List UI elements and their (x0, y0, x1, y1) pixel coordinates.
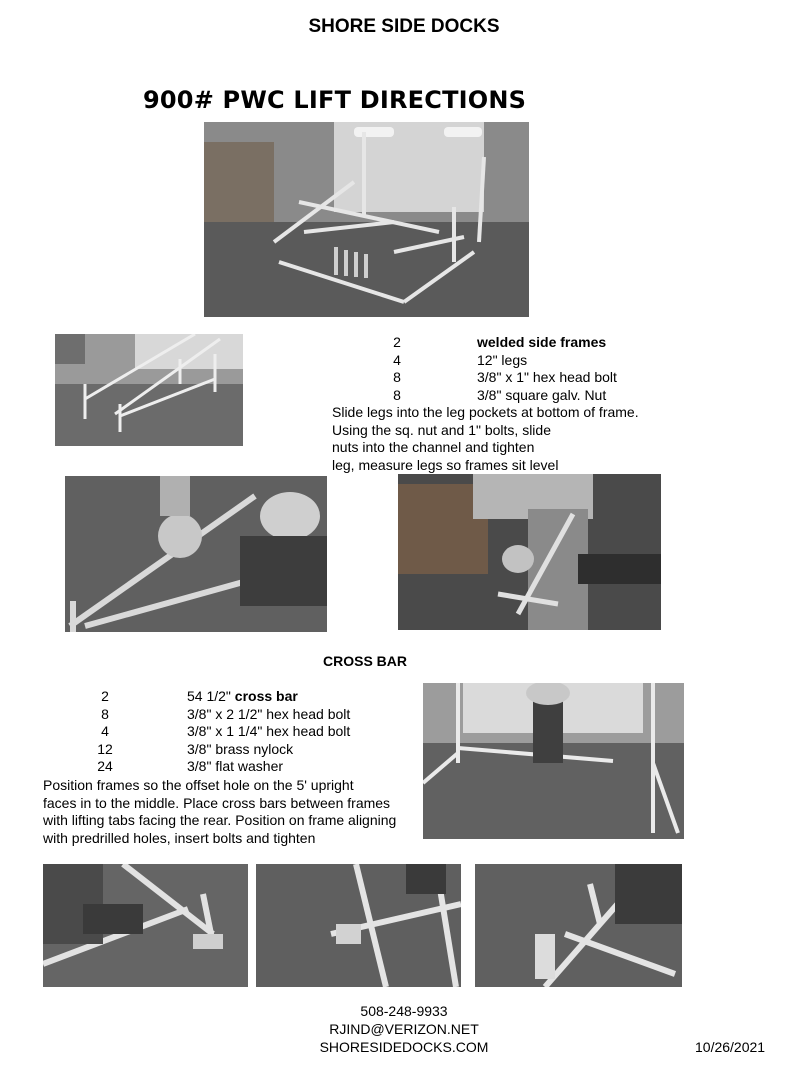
parts-description (187, 688, 298, 706)
photo-tighten-leg-bolt (65, 476, 327, 632)
cross-bar-parts-list (43, 688, 413, 776)
parts-qty: 4 (101, 723, 109, 740)
parts-description: 3/8" x 2 1/2" hex head bolt (187, 705, 351, 722)
parts-qty: 8 (101, 705, 109, 722)
photo-frame-bolting-center (256, 864, 461, 987)
parts-row (332, 369, 672, 387)
instruction-line: faces in to the middle. Place cross bars between frames (43, 794, 391, 811)
instruction-line: nuts into the channel and tighten (332, 439, 535, 456)
parts-qty: 8 (393, 386, 401, 403)
parts-qty: 2 (393, 334, 401, 350)
parts-description: 3/8" flat washer (187, 758, 284, 775)
instruction-line: leg, measure legs so frames sit level (332, 456, 559, 473)
instruction-line: with lifting tabs facing the rear. Position on frame aligning (43, 812, 397, 829)
instruction-line: Slide legs into the leg pockets at bottom of frame. (332, 404, 639, 420)
photo-frame-corner-left (43, 864, 248, 987)
parts-description: 3/8" x 1 1/4" hex head bolt (187, 723, 351, 740)
instruction-line: Position frames so the offset hole on the 5' upright (43, 777, 354, 793)
parts-row (43, 758, 413, 776)
parts-qty: 8 (393, 369, 401, 386)
document-title: 900# PWC LIFT DIRECTIONS (143, 86, 527, 114)
parts-row (332, 334, 672, 352)
cross-bar-instructions (43, 777, 396, 847)
instruction-line: Using the sq. nut and 1" bolts, slide (332, 421, 551, 438)
parts-description: welded side frames (477, 334, 607, 350)
parts-description: 3/8" x 1" hex head bolt (477, 369, 617, 386)
instruction-line: with predrilled holes, insert bolts and tighten (43, 829, 316, 846)
parts-qty: 2 (101, 688, 109, 704)
contact-website: SHORESIDEDOCKS.COM (319, 1039, 489, 1055)
parts-qty: 12 (97, 740, 113, 757)
parts-description: 3/8" brass nylock (187, 740, 294, 757)
photo-assembled-lift (204, 122, 529, 317)
photo-assemble-leg (398, 474, 661, 630)
parts-row (332, 352, 672, 370)
parts-row (43, 741, 413, 759)
side-frame-instructions (332, 404, 639, 474)
parts-description: 3/8" square galv. Nut (477, 386, 607, 403)
document-date: 10/26/2021 (695, 1039, 766, 1055)
photo-cross-bar-placement (423, 683, 684, 839)
parts-row (332, 387, 672, 405)
contact-phone: 508-248-9933 (360, 1003, 448, 1019)
parts-qty: 24 (97, 758, 113, 775)
cross-bar-section-title: CROSS BAR (323, 653, 408, 669)
contact-email: RJIND@VERIZON.NET (329, 1021, 479, 1037)
parts-row (43, 688, 413, 706)
side-frame-parts-list (332, 334, 672, 404)
parts-description-item: cross bar (234, 688, 298, 704)
parts-qty: 4 (393, 351, 401, 368)
company-name: SHORE SIDE DOCKS (308, 16, 500, 37)
parts-row (43, 706, 413, 724)
parts-description-size: 54 1/2" (187, 688, 231, 704)
photo-side-frames (55, 334, 243, 446)
photo-frame-corner-right (475, 864, 682, 987)
parts-row (43, 723, 413, 741)
parts-description: 12" legs (477, 351, 528, 368)
